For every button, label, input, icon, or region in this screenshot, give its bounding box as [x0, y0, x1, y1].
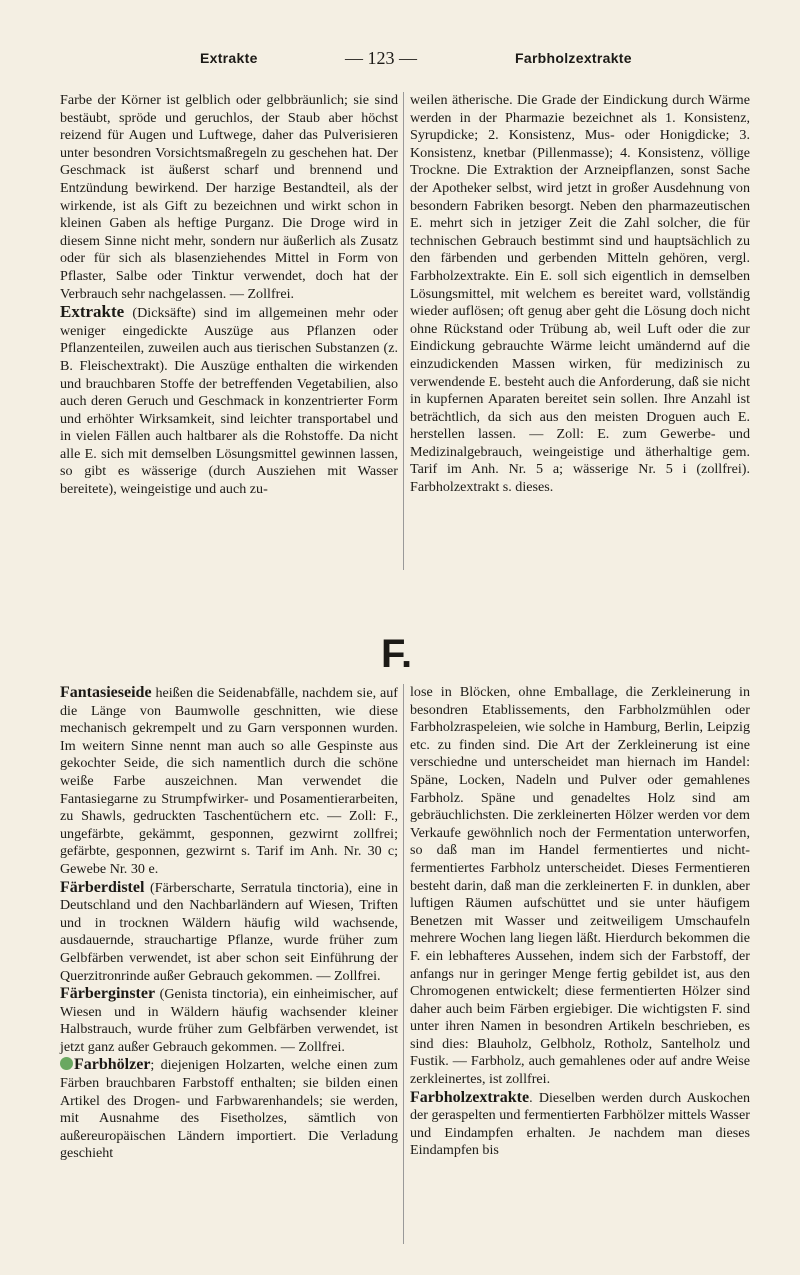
paragraph: weilen ätherische. Die Grade der Eindickung durch Wärme werden in der Pharmazie bezeichnet als 1. Konsistenz, Syrupdicke; 2. Konsistenz, Mus- oder Honigdicke; 3. Konsistenz, knetbar (Pillenmasse); 4. Konsistenz, völlige Trockne. Die Extraktion der Arzneipflanzen, sonst Sache der Apotheker selbst, wird jetzt in großer Ausdehnung von besondern Fabriken besorgt. Neben den pharmazeutischen E. mehrt sich in jetziger Zeit die Zahl solcher, die für technischen Gebrauch bestimmt sind und hauptsächlich zu den färbenden und gerbenden Mitteln gehören, vergl. Farbholzextrakte. Ein E. soll sich eigentlich in demselben Lösungsmittel, mit welchem es bereitet ward, vollständig wieder auflösen; oft genug aber geht die Lösung doch nicht ohne Rückstand oder Trübung ab, weil Luft oder die zur Eindickung gebrauchte Wärme leicht umändernd auf die einzudickenden Massen wirken, für medizinisch zu verwendende E. besteht auch die Anforderung, daß sie nicht in kupfernen Aparaten bereitet sein sollen. Ihre Anzahl ist beträchtlich, da sich aus den meisten Droguen auch E. herstellen lassen. — Zoll: E. zum Gewerbe- und Medizinalgebrauch, weingeistige und ätherhaltige gem. Tarif im Anh. Nr. 5 a; wässerige Nr. 5 i (zollfrei). Farbholzextrakt s. dieses. [410, 92, 750, 496]
top-right-column [410, 92, 750, 497]
entry-faerberdistel: Färberdistel (Färberscharte, Serratula tinctoria), eine in Deutschland und den Nachbarländern auf Wiesen, Triften und in trocknen Wäldern häufig wild wachsende, ausdauernde, strauchartige Pflanze, wurde früher zum Gelbfärben verwendet, ist aber schon seit Einführung der Querzitronrinde außer Gebrauch gekommen. — Zollfrei. [60, 878, 398, 984]
top-left-column [60, 92, 398, 499]
column-divider [403, 684, 404, 1244]
header-left: Extrakte [200, 50, 258, 66]
entry-keyword: Färberginster [60, 985, 156, 1003]
entry-extrakte: Extrakte (Dicksäfte) sind im allgemeinen mehr oder weniger eingedickte Auszüge aus Pflanzen oder Pflanzenteilen, zuweilen auch aus tierischen Substanzen (z. B. Fleischextrakt). Die Auszüge enthalten die wirkenden und brauchbaren Stoffe der betreffenden Vegetabilien, also auch deren Geruch und Geschmack in konzentrierter Form und erhöhter Wirksamkeit, sind leichter transportabel und in vielen Fällen auch haltbarer als die Rohstoffe. Da nicht alle E. sich mit demselben Lösungsmittel gewinnen lassen, so gibt es wässerige (durch Ausziehen mit Wasser bereitete), weingeistige und auch zu- [60, 302, 398, 498]
paragraph: Farbe der Körner ist gelblich oder gelbbräunlich; sie sind bestäubt, spröde und geruchlos, der Staub aber höchst reizend für Augen und Luftwege, daher das Pulverisieren unter besondren Vorsichtsmaßregeln zu geschehen hat. Der Geschmack ist äußerst scharf und brennend und Entzündung bewirkend. Der harzige Bestandteil, als der wirkende, ist als Gift zu bezeichnen und wirkt schon in kleinen Gaben als heftige Purganz. Die Droge wird in diesem Sinne nicht mehr, sondern nur äußerlich als Zusatz oder für sich als blasenziehendes Mittel in Form von Pflaster, Salbe oder Tinktur verwendet, doch hat der Verbrauch sehr nachgelassen. — Zollfrei. [60, 92, 398, 302]
header-right: Farbholzextrakte [515, 50, 632, 66]
paragraph: lose in Blöcken, ohne Emballage, die Zerkleinerung in besondren Etablissements, den Farbholzmühlen oder Farbholzraspeleien, wie solche in Hamburg, Berlin, Leipzig etc. zu finden sind. Die Art der Zerkleinerung ist eine verschiedne und unterscheidet man hiernach im Handel: Späne, Locken, Nadeln und Pulver oder gemahlenes Farbholz. Späne und genadeltes Holz sind am gebräuchlichsten. Die zerkleinerten Hölzer werden vor dem Verkaufe gewöhnlich noch der Fermentation unterworfen, so daß man im Handel fermentiertes und nicht-fermentiertes Farbholz unterscheidet. Dieses Fermentieren besteht darin, daß man die zerkleinerten F. in dunklen, aber luftigen Räumen aufschüttet und sie unter häufigem Benetzen mit Wasser und zeitweiligem Umschaufeln mehrere Wochen lang liegen läßt. Hierdurch bekommen die F. ein lebhafteres Aussehen, indem sich der Farbstoff, der anfangs nur in geringer Menge fertig gebildet ist, aus den Chromogenen entwickelt; diese fermentierten Hölzer sind daher auch beim Färben ergiebiger. Die wichtigsten F. sind unter ihren Namen in besondren Artikeln beschrieben, es sind dies: Blauholz, Gelbholz, Rotholz, Santelholz und Fustik. — Farbholz, auch gemahlenes oder auf andre Weise zerkleinertes, ist zollfrei. [410, 684, 750, 1088]
entry-keyword: Färberdistel [60, 878, 145, 896]
column-divider [403, 92, 404, 570]
entry-fantasieseide: Fantasieseide heißen die Seidenabfälle, nachdem sie, auf die Länge von Baumwolle geschnitten, wie diese mechanisch gekrempelt und zu Garn versponnen wurden. Im weitern Sinne nennt man auch so alle Gespinste aus gekochter Seide, die sich namentlich durch die schöne weiße Farbe auszeichnen. Man verwendet die Fantasiegarne zu Strumpfwirker- und Posamentierarbeiten, zu Shawls, gedruckten Taschentüchern etc. — Zoll: F., ungefärbte, gekämmt, gesponnen, gezwirnt zollfrei; gefärbte, gesponnen, gezwirnt s. Tarif im Anh. Nr. 30 c; Gewebe Nr. 30 e. [60, 684, 398, 877]
margin-mark-icon [60, 1057, 73, 1070]
entry-keyword: Extrakte [60, 302, 125, 322]
bottom-right-column [410, 684, 750, 1160]
entry-keyword: Farbhölzer [74, 1056, 151, 1074]
entry-farbholzextrakte: Farbholzextrakte. Dieselben werden durch Auskochen der geraspelten und fermentierten Farbhölzer mittels Wasser und Eindampfen erhalten. Je nachdem man dieses Eindampfen bis [410, 1088, 750, 1159]
section-letter: F. [381, 632, 413, 676]
entry-keyword: Fantasieseide [60, 684, 152, 701]
entry-faerberginster: Färberginster (Genista tinctoria), ein einheimischer, auf Wiesen und in Wäldern häufig wachsender kleiner Halbstrauch, wurde früher zum Gelbfärben verwendet, ist jetzt ganz außer Gebrauch gekommen. — Zollfrei. [60, 985, 398, 1055]
entry-keyword: Farbholzextrakte [410, 1088, 530, 1106]
running-header [60, 48, 750, 72]
page-number: — 123 — [345, 48, 417, 68]
bottom-left-column [60, 684, 398, 1163]
entry-farbhoelzer: Farbhölzer; diejenigen Holzarten, welche einen zum Färben brauchbaren Farbstoff enthalten; sie bilden einen Artikel des Drogen- und Farbwarenhandels; sie werden, mit Ausnahme des Fisetholzes, sämtlich von außereuropäischen Ländern importiert. Die Verladung geschieht [60, 1056, 398, 1162]
